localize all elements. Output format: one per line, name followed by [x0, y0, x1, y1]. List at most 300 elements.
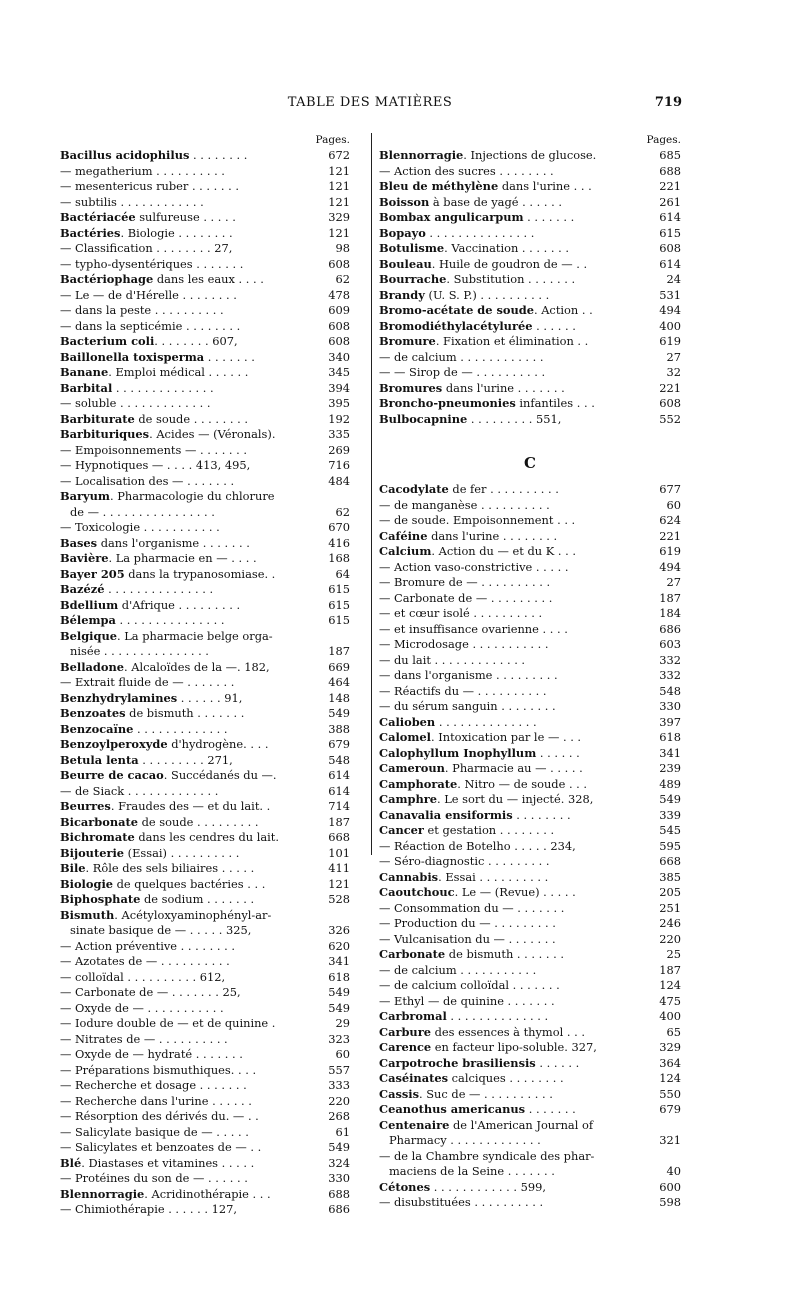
- page-ref: 187: [328, 644, 350, 658]
- index-entry: [379, 1025, 681, 1041]
- page-ref: 340: [328, 349, 350, 364]
- page-ref: 65: [666, 1024, 681, 1039]
- index-entry: [379, 591, 681, 607]
- index-entry: [60, 691, 350, 707]
- page-ref: 220: [659, 931, 681, 946]
- index-entry: [60, 1016, 350, 1032]
- entry-subtext: . . . . . . . .: [512, 807, 571, 822]
- entry-subtext: — Nitrates de — . . . . . . . . . .: [60, 1031, 228, 1046]
- entry-text: [379, 257, 587, 271]
- page-ref: 205: [659, 885, 681, 899]
- entry-subtext: — Recherche dans l'urine . . . . . .: [60, 1093, 252, 1108]
- page-ref: 121: [328, 225, 350, 240]
- page-ref: 251: [659, 900, 681, 915]
- page-ref: 609: [328, 303, 350, 317]
- page-ref: 388: [328, 721, 350, 736]
- entry-subtext: d'Afrique . . . . . . . . .: [118, 597, 241, 612]
- entry-keyword: Caséinates: [379, 1071, 449, 1085]
- entry-text: [60, 954, 230, 968]
- index-entry: [60, 706, 350, 722]
- page-ref: 549: [328, 1000, 350, 1015]
- index-entry: [379, 947, 681, 963]
- entry-keyword: Calcium: [379, 544, 432, 558]
- index-entry: [379, 396, 681, 412]
- entry-subtext: — colloïdal . . . . . . . . . . 612,: [60, 969, 226, 984]
- entry-text: [379, 606, 542, 620]
- page-ref: 608: [328, 318, 350, 333]
- page-ref: 24: [666, 272, 681, 286]
- entry-text: [379, 761, 583, 775]
- index-entry: [379, 792, 681, 808]
- page-ref: 557: [328, 1062, 350, 1077]
- entry-subtext: — Empoisonnements — . . . . . . .: [60, 442, 248, 457]
- page-ref: 61: [335, 1124, 350, 1139]
- index-entry: [379, 978, 681, 994]
- entry-keyword: Biphosphate: [60, 892, 141, 906]
- page-ref: 60: [666, 497, 681, 512]
- page-ref: 246: [659, 916, 681, 930]
- entry-text: [60, 288, 237, 302]
- index-entry: [60, 288, 350, 304]
- entry-text: [60, 1156, 254, 1170]
- page-ref: 489: [659, 776, 681, 791]
- index-entry: [379, 1056, 681, 1072]
- entry-keyword: Bleu de méthylène: [379, 179, 499, 193]
- index-entry: [60, 210, 350, 226]
- entry-text: [379, 396, 595, 410]
- page-ref: 595: [659, 838, 681, 853]
- entry-keyword: Beurres: [60, 799, 111, 813]
- entry-subtext: — Ethyl — de quinine . . . . . . .: [379, 993, 555, 1008]
- entry-text: [60, 613, 224, 627]
- page-ref: 686: [659, 621, 681, 636]
- page-ref: 333: [328, 1078, 350, 1092]
- index-entry: [379, 637, 681, 653]
- entry-keyword: Carbonate: [379, 947, 446, 961]
- entry-text: [389, 1164, 555, 1178]
- entry-text: [60, 629, 273, 643]
- entry-text: [379, 226, 534, 240]
- entry-text: [379, 164, 554, 178]
- entry-text: [60, 1078, 247, 1092]
- entry-keyword: Brandy: [379, 287, 425, 302]
- index-entry: [379, 994, 681, 1010]
- page-ref: 364: [659, 1055, 681, 1070]
- index-entry: [60, 1047, 350, 1063]
- entry-subtext: d'hydrogène. . . .: [167, 737, 269, 751]
- entry-text: [60, 675, 234, 689]
- page-ref: 330: [328, 1171, 350, 1185]
- entry-text: [379, 1056, 579, 1070]
- index-entry: [60, 613, 350, 629]
- entry-subtext: — Iodure double de — et de quinine .: [60, 1016, 276, 1030]
- index-entry: [60, 1063, 350, 1079]
- entry-text: [379, 1118, 593, 1132]
- entry-text: [60, 861, 254, 875]
- entry-text: [379, 148, 596, 162]
- entry-subtext: — Oxyde de — . . . . . . . . . . .: [60, 1000, 224, 1015]
- index-entry: [60, 892, 350, 908]
- index-entry: [60, 846, 350, 862]
- index-entry: [379, 148, 681, 164]
- entry-subtext: de l'American Journal of: [449, 1117, 594, 1132]
- index-entry: [379, 1118, 681, 1134]
- index-entry: [60, 954, 350, 970]
- entry-subtext: — Résorption des dérivés du. — . .: [60, 1109, 259, 1123]
- page-ref: 121: [328, 179, 350, 193]
- page-ref: 619: [659, 544, 681, 558]
- entry-subtext: — disubstituées . . . . . . . . . .: [379, 1195, 544, 1209]
- entry-subtext: — Salicylate basique de — . . . . .: [60, 1124, 249, 1139]
- entry-text: [60, 334, 238, 348]
- page-ref: 548: [328, 752, 350, 767]
- index-entry: [379, 823, 681, 839]
- entry-subtext: . Emploi médical . . . . . .: [108, 365, 249, 379]
- entry-keyword: Bouleau: [379, 256, 432, 271]
- entry-subtext: — de calcium colloïdal . . . . . . .: [379, 978, 560, 992]
- index-entry: [60, 1001, 350, 1017]
- entry-keyword: Bélempa: [60, 613, 116, 627]
- entry-text: [60, 164, 225, 178]
- entry-text: [379, 885, 576, 899]
- page-ref: 121: [328, 163, 350, 178]
- entry-subtext: — Carbonate de — . . . . . . . . .: [379, 590, 553, 605]
- index-entry: [379, 901, 681, 917]
- entry-subtext: — et cœur isolé . . . . . . . . . .: [379, 606, 543, 620]
- page-ref: 550: [659, 1086, 681, 1101]
- index-entry: [379, 482, 681, 498]
- page-ref: 608: [659, 396, 681, 410]
- entry-subtext: . Le — (Revue) . . . . .: [454, 885, 576, 899]
- entry-subtext: — soluble . . . . . . . . . . . . .: [60, 396, 211, 410]
- page-ref: 494: [659, 559, 681, 574]
- entry-text: [60, 753, 233, 767]
- index-entry: [60, 474, 350, 490]
- entry-text: [379, 591, 552, 605]
- index-entry: [379, 777, 681, 793]
- entry-subtext: . . . . . . . . 607,: [154, 334, 238, 348]
- entry-keyword: Benzoates: [60, 706, 126, 720]
- entry-subtext: . Biologie . . . . . . . .: [120, 225, 233, 240]
- index-entry: [379, 963, 681, 979]
- index-entry: [379, 257, 681, 273]
- entry-keyword: Banane: [60, 365, 109, 379]
- entry-keyword: Bayer 205: [60, 566, 125, 581]
- page-ref: 548: [659, 683, 681, 698]
- entry-text: [60, 179, 239, 193]
- page-ref: 187: [659, 962, 681, 977]
- index-entry: [379, 1133, 681, 1149]
- index-entry: [379, 1149, 681, 1165]
- page-ref: 184: [659, 606, 681, 620]
- right-column: [379, 133, 681, 1211]
- page-header: [60, 95, 680, 115]
- page-ref: 345: [328, 365, 350, 379]
- index-entry: [379, 560, 681, 576]
- entry-subtext: . Action du — et du K . . .: [431, 544, 576, 558]
- entry-text: [60, 443, 247, 457]
- page-ref: 608: [659, 241, 681, 255]
- entry-text: [60, 148, 247, 162]
- page-ref: 475: [659, 993, 681, 1008]
- page-ref: 397: [659, 714, 681, 729]
- index-entry: [379, 513, 681, 529]
- index-entry: [60, 505, 350, 521]
- entry-subtext: . Succédanés du —.: [163, 768, 277, 782]
- index-entry: [379, 350, 681, 366]
- entry-keyword: Broncho-pneumonies: [379, 396, 516, 410]
- entry-text: [379, 792, 593, 806]
- index-entry: [60, 784, 350, 800]
- entry-text: [379, 319, 576, 333]
- entry-text: [60, 272, 264, 286]
- entry-keyword: Bacterium coli: [60, 334, 155, 348]
- index-entry: [60, 148, 350, 164]
- page-ref: 600: [659, 1179, 681, 1194]
- entry-keyword: Bicarbonate: [60, 814, 139, 829]
- index-entry: [379, 1102, 681, 1118]
- entry-keyword: Caoutchouc: [379, 885, 455, 899]
- entry-subtext: — Extrait fluide de — . . . . . . .: [60, 675, 235, 689]
- entry-text: [379, 746, 580, 760]
- entry-keyword: Bdellium: [60, 597, 119, 612]
- entry-subtext: — Action vaso-constrictive . . . . .: [379, 559, 569, 574]
- entry-subtext: . La pharmacie en — . . . .: [108, 551, 257, 565]
- entry-text: [60, 474, 234, 488]
- page-ref: 620: [328, 938, 350, 953]
- index-entry: [379, 1195, 681, 1211]
- index-entry: [60, 241, 350, 257]
- index-entry: [60, 164, 350, 180]
- index-entry: [379, 179, 681, 195]
- entry-subtext: . La pharmacie belge orga-: [117, 628, 273, 643]
- entry-text: [60, 365, 248, 379]
- index-entry: [379, 164, 681, 180]
- pages-heading: Pages.: [315, 134, 350, 146]
- entry-text: [60, 1140, 261, 1154]
- index-entry: [60, 350, 350, 366]
- index-entry: [60, 722, 350, 738]
- entry-subtext: . Intoxication par le — . . .: [431, 730, 582, 744]
- index-entry: [379, 544, 681, 560]
- index-entry: [379, 839, 681, 855]
- entry-keyword: Carence: [379, 1040, 432, 1054]
- page-ref: 32: [666, 365, 681, 379]
- entry-text: [379, 381, 565, 395]
- page-ref: 549: [659, 792, 681, 806]
- entry-text: [389, 1133, 541, 1147]
- entry-subtext: . Injections de glucose.: [463, 148, 597, 162]
- index-entry: [60, 1032, 350, 1048]
- entry-text: [60, 241, 232, 255]
- entry-subtext: . Action . .: [533, 303, 593, 317]
- entry-text: [60, 303, 224, 317]
- entry-subtext: . . . . . . .: [525, 1102, 576, 1116]
- entry-text: [60, 458, 250, 472]
- entry-subtext: . . . . . . . . . . . . .: [133, 721, 228, 736]
- index-entry: [60, 272, 350, 288]
- entry-subtext: . Le sort du — injecté. 328,: [437, 792, 594, 806]
- page-ref: 121: [328, 194, 350, 209]
- entry-text: [379, 288, 549, 302]
- entry-text: [60, 985, 241, 999]
- entry-subtext: Pharmacy . . . . . . . . . . . . .: [389, 1133, 541, 1147]
- entry-text: [379, 498, 550, 512]
- index-entry: [60, 303, 350, 319]
- entry-keyword: Camphre: [379, 792, 437, 806]
- entry-subtext: (Essai) . . . . . . . . . .: [124, 845, 240, 860]
- index-entry: [60, 598, 350, 614]
- entry-subtext: — dans la septicémie . . . . . . . .: [60, 318, 241, 333]
- page-ref: 494: [659, 303, 681, 317]
- entry-subtext: en facteur lipo-soluble. 327,: [431, 1040, 597, 1054]
- entry-keyword: Bromure: [379, 334, 436, 348]
- index-entry: [60, 567, 350, 583]
- entry-subtext: . Pharmacologie du chlorure: [109, 489, 275, 503]
- entry-subtext: . Suc de — . . . . . . . . . .: [419, 1086, 553, 1101]
- page-ref: 221: [659, 528, 681, 543]
- entry-text: [60, 1109, 259, 1123]
- entry-text: [60, 1125, 249, 1139]
- entry-text: [60, 427, 275, 441]
- entry-text: [379, 699, 556, 713]
- page-ref: 321: [659, 1133, 681, 1147]
- entry-text: [70, 505, 215, 519]
- index-entry: [379, 529, 681, 545]
- entry-subtext: . Rôle des sels biliaires . . . . .: [85, 861, 255, 875]
- page-ref: 329: [659, 1040, 681, 1054]
- page-ref: 531: [659, 287, 681, 302]
- entry-subtext: — Protéines du son de — . . . . . .: [60, 1171, 248, 1185]
- page-ref: 400: [659, 318, 681, 333]
- entry-subtext: sulfureuse . . . . .: [135, 210, 236, 224]
- entry-subtext: . Acétyloxyaminophényl-ar-: [114, 907, 272, 922]
- page-ref: 686: [328, 1202, 350, 1216]
- entry-keyword: Belgique: [60, 628, 117, 643]
- entry-subtext: . Essai . . . . . . . . . .: [438, 869, 549, 884]
- entry-keyword: Centenaire: [379, 1117, 450, 1132]
- entry-text: [60, 1047, 243, 1061]
- running-title: TABLE DES MATIÈRES: [287, 95, 453, 110]
- entry-subtext: . . . . . . . . . 551,: [467, 411, 562, 426]
- entry-subtext: — Production du — . . . . . . . . .: [379, 916, 556, 930]
- page-ref: 672: [328, 148, 350, 162]
- index-entry: [60, 179, 350, 195]
- page-ref: 416: [328, 535, 350, 550]
- entry-subtext: (U. S. P.) . . . . . . . . . .: [424, 287, 550, 302]
- index-entry: [379, 195, 681, 211]
- entry-text: [60, 784, 218, 798]
- page-ref: 29: [335, 1016, 350, 1030]
- entry-keyword: Bazézé: [60, 582, 105, 596]
- entry-subtext: . . . . . . . . . . . . . .: [446, 1009, 549, 1023]
- page-ref: 615: [659, 225, 681, 240]
- index-entry: [379, 319, 681, 335]
- entry-subtext: — Hypnotiques — . . . . 413, 495,: [60, 458, 251, 472]
- entry-text: [379, 1102, 576, 1116]
- index-entry: [60, 489, 350, 505]
- entry-subtext: calciques . . . . . . . .: [448, 1071, 564, 1085]
- page-ref: 614: [328, 768, 350, 782]
- entry-text: [379, 963, 536, 977]
- entry-keyword: Bopayo: [379, 225, 426, 240]
- entry-subtext: — Bromure de — . . . . . . . . . .: [379, 575, 551, 589]
- page-ref: 549: [328, 706, 350, 720]
- index-entry: [60, 1109, 350, 1125]
- entry-subtext: de bismuth . . . . . . .: [445, 947, 564, 961]
- entry-keyword: Carbure: [379, 1024, 431, 1039]
- entry-keyword: Bactériacée: [60, 210, 136, 224]
- index-entry: [379, 1087, 681, 1103]
- entry-keyword: Cacodylate: [379, 482, 449, 496]
- index-entry: [60, 1125, 350, 1141]
- index-entry: [379, 288, 681, 304]
- entry-subtext: — Toxicologie . . . . . . . . . . .: [60, 520, 220, 534]
- entry-subtext: de bismuth . . . . . . .: [125, 706, 245, 720]
- entry-subtext: — Oxyde de — hydraté . . . . . . .: [60, 1047, 243, 1061]
- entry-text: [60, 195, 204, 209]
- entry-subtext: . . . . . . . . . . . . . .: [435, 714, 537, 729]
- index-entry: [60, 396, 350, 412]
- entry-text: [60, 939, 235, 953]
- page-ref: 221: [659, 179, 681, 193]
- page-ref: 192: [328, 411, 350, 426]
- entry-keyword: Cannabis: [379, 869, 439, 884]
- page-ref: 608: [328, 256, 350, 271]
- entry-subtext: — subtilis . . . . . . . . . . . .: [60, 194, 204, 209]
- entry-subtext: . . . . . . .: [523, 210, 575, 224]
- index-entry: [60, 1187, 350, 1203]
- entry-text: [379, 932, 556, 946]
- entry-subtext: . . . . . . . . . . . . . . .: [115, 613, 225, 627]
- entry-text: [379, 808, 571, 822]
- section-letter: C: [524, 454, 536, 472]
- entry-subtext: — megatherium . . . . . . . . . .: [60, 163, 225, 178]
- entry-keyword: Bactéries: [60, 225, 121, 240]
- entry-text: [60, 257, 243, 271]
- page-ref: 685: [659, 148, 681, 162]
- entry-text: [60, 768, 277, 782]
- entry-keyword: Bile: [60, 861, 86, 875]
- entry-subtext: — Localisation des — . . . . . . .: [60, 473, 235, 488]
- entry-text: [60, 908, 271, 922]
- entry-subtext: . Substitution . . . . . . .: [446, 272, 576, 286]
- page-ref: 614: [328, 783, 350, 798]
- page-ref: 148: [328, 690, 350, 705]
- entry-subtext: — Réaction de Botelho . . . . . 234,: [379, 838, 576, 853]
- page-ref: 332: [659, 652, 681, 667]
- entry-subtext: dans les eaux . . . .: [153, 272, 264, 286]
- page-ref: 330: [659, 699, 681, 713]
- index-entry: [379, 334, 681, 350]
- entry-subtext: de — . . . . . . . . . . . . . . . .: [70, 504, 215, 519]
- entry-subtext: . Vaccination . . . . . . .: [444, 241, 569, 255]
- entry-subtext: — Salicylates et benzoates de — . .: [60, 1140, 262, 1154]
- page-ref: 269: [328, 442, 350, 457]
- entry-text: [379, 529, 557, 543]
- index-entry: [60, 536, 350, 552]
- entry-text: [70, 644, 209, 658]
- page-ref: 615: [328, 613, 350, 627]
- entry-text: [60, 598, 240, 612]
- page-ref: 335: [328, 427, 350, 441]
- entry-text: [379, 241, 569, 255]
- index-entry: [60, 737, 350, 753]
- index-entry: [60, 1202, 350, 1218]
- entry-subtext: — Vulcanisation du — . . . . . . .: [379, 931, 556, 946]
- index-entry: [379, 715, 681, 731]
- entry-keyword: Bactériophage: [60, 272, 154, 286]
